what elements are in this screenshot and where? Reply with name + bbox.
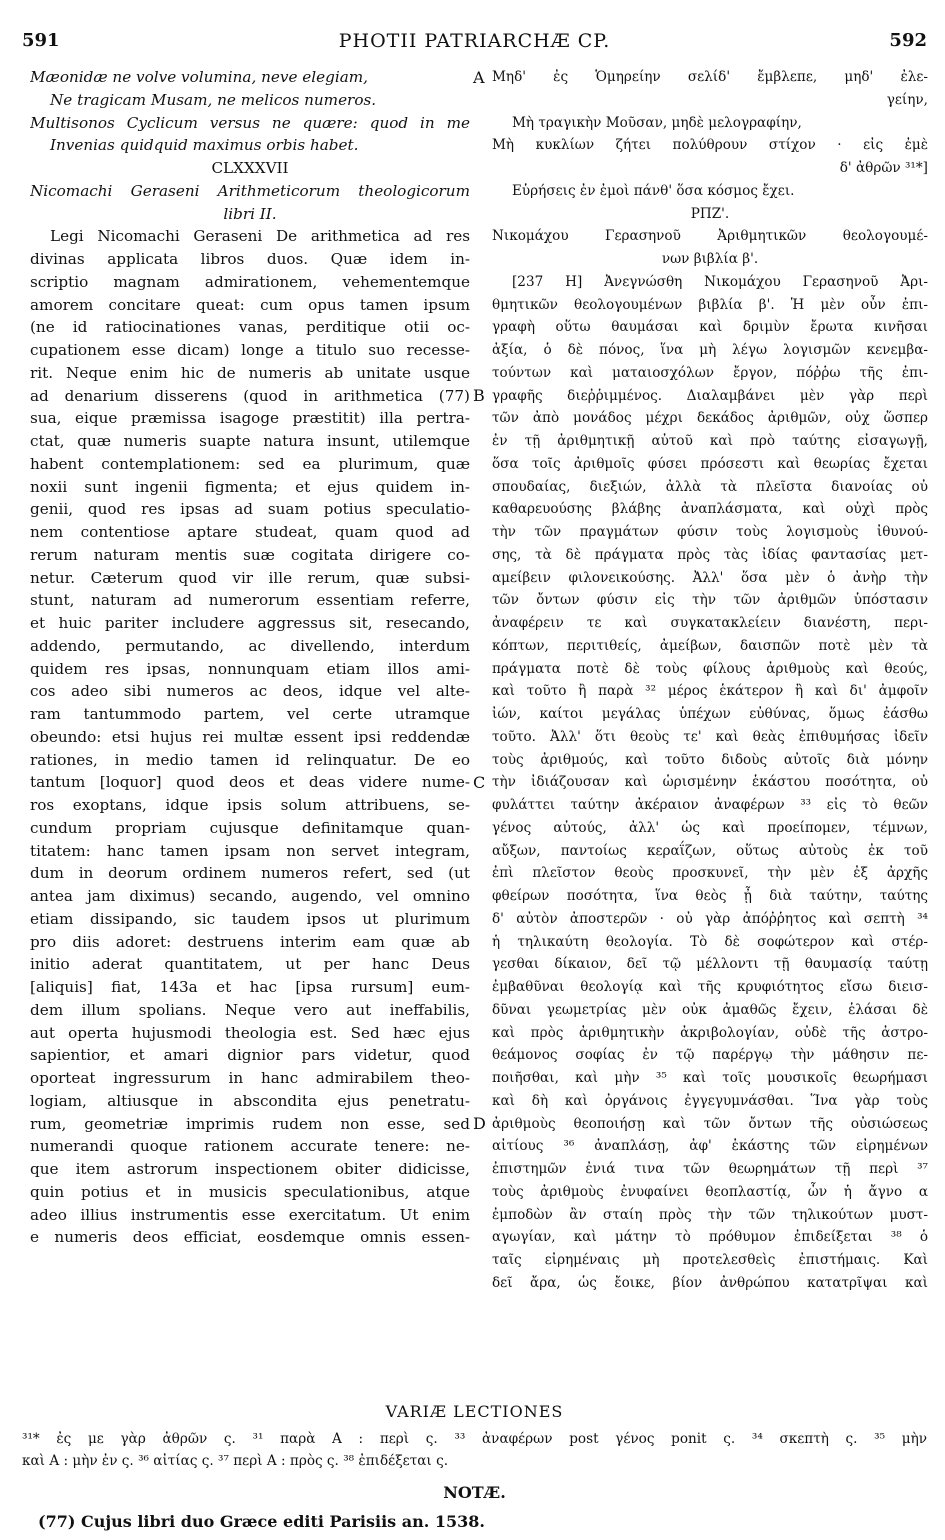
latin-line: Nicomachi Geraseni Arithmeticorum theologicorum [30, 181, 470, 200]
latin-line: amorem concitare queat: cum opus tamen ipsum [30, 295, 470, 314]
margin-letter-d: D [473, 1114, 486, 1133]
greek-line: καθαρευούσης βλάβης ἀναπλάσματα, καὶ οὐχὶ πρὸς [492, 501, 928, 518]
latin-line: genii, quod res ipsas ad suam potius speculatio- [30, 500, 470, 519]
greek-line: θεάμονος σοφίας ἐν τῷ παρέργῳ τὴν μάθησιν πε- [492, 1047, 928, 1064]
greek-line: αμείβειν φιλονεικούσης. Ἀλλ' ὅσα μὲν ὁ ἀνὴρ τὴν [492, 569, 928, 586]
latin-line: et huic pariter includere aggressus sit, resecando, [30, 614, 470, 632]
latin-line: quidem res ipsas, nonnunquam etiam illos ami- [30, 659, 470, 678]
greek-line: γεσθαι δίκαιον, δεῖ τῷ μέλλοντι τῇ θαυμασίᾳ ταύτῃ [492, 956, 928, 973]
greek-line: φυλάττει ταύτην ἀκέραιον ἀναφέρων ³³ εἰς τὸ θεῶν [492, 797, 928, 813]
latin-column [30, 66, 470, 1249]
greek-line: καὶ δὴ καὶ ὀργάνοις ἐγγεγυμνάσθαι. Ἵνα γὰρ τοὺς [492, 1092, 928, 1109]
latin-line: cupationem esse dicam) longe a titulo suo recesse- [30, 341, 470, 359]
latin-line: adeo illius instrumentis esse exercitatum. Ut enim [30, 1205, 470, 1224]
greek-line: τοῦτο. Ἀλλ' ὅτι θεοὺς τε' καὶ θεὰς ἐπιθυμήσας ἰδεῖν [492, 728, 928, 745]
latin-line: oporteat ingressurum in hanc admirabilem theo- [30, 1069, 470, 1087]
greek-line: ἐν τῇ ἀριθμητικῇ αὐτοῦ καὶ πρὸ ταύτης εἰσαγωγῇ, [492, 433, 928, 449]
greek-column [492, 66, 928, 1295]
latin-line: initio aderat quantitatem, ut per hanc Deus [30, 955, 470, 974]
latin-line: noxii sunt ingenii figmenta; et ejus quidem in- [30, 477, 470, 496]
latin-line: habent contemplationem: sed ea plurimum, quæ [30, 454, 470, 473]
greek-line: κόπτων, περιτιθείς, ἀμείβων, δαισπῶν ποτὲ μὲν τὰ [492, 637, 928, 654]
latin-line: divinas applicata libros duos. Quæ idem in- [30, 250, 470, 268]
latin-line: nem contentiose aptare studeat, quam quod ad [30, 523, 470, 541]
latin-line: scriptio magnam admirationem, vehementemque [30, 272, 470, 291]
greek-line: φθείρων ποσότητα, ἵνα θεὸς ᾖ διὰ ταύτην, ταύτης [492, 888, 928, 904]
greek-line: ἐμβαθῦναι θεολογίᾳ καὶ τῆς κρυφιότητος εἴσω διεισ- [492, 979, 928, 995]
greek-line: γείην, [886, 91, 928, 108]
greek-line: Μηδ' ἐς Ὁμηρείην σελίδ' ἔμβλεπε, μηδ' ἐλε- [492, 69, 928, 85]
latin-line: cundum propriam cujusque definitamque quan- [30, 818, 470, 837]
latin-line: rationes, in medio tamen id relinquatur. De eo [30, 750, 470, 769]
latin-line: etiam dissipando, sic taudem ipsos ut plurimum [30, 909, 470, 928]
greek-line: Εὑρήσεις ἐν ἐμοὶ πάνθ' ὅσα κόσμος ἔχει. [512, 182, 795, 199]
greek-line: θμητικῶν θεολογουμένων βιβλία β'. Ἡ μὲν οὖν ἐπι- [492, 296, 928, 313]
greek-line: ἐπὶ πλεῖστον θεοὺς προσκυνεῖ, τὴν μὲν ἐξ ἀρχῆς [492, 865, 928, 882]
latin-line: ros exoptans, idque ipsis solum attribuens, se- [30, 796, 470, 814]
section-number-greek: ΡΠΖ'. [690, 205, 730, 222]
greek-line: τούντων καὶ ματαιοσχόλων ἔργον, πόῤῥω τῆς ἐπι- [492, 364, 928, 381]
variant-line: καὶ Α : μὴν ἐν ς. ³⁶ αἰτίας ς. ³⁷ περὶ Α : πρὸς ς. ³⁸ ἐπιδέξεται ς. [22, 1453, 449, 1469]
latin-line: addendo, permutando, ac divellendo, interdum [30, 636, 470, 655]
greek-line: γραφῆς διεῤῥιμμένος. Διαλαμβάνει μὲν γὰρ περὶ [492, 387, 928, 404]
page-header [22, 30, 927, 60]
greek-line: δῦναι γεωμετρίας μὲν οὐκ ἀμαθῶς ἔχειν, ἑλάσαι δὲ [492, 1001, 928, 1018]
greek-line: δεῖ ἄρα, ὡς ἔοικε, βίον ἀνθρώπου κατατρῖψαι καὶ [492, 1274, 928, 1291]
greek-line: γραφὴ οὕτω θαυμάσαι καὶ δριμὺν ἔρωτα κινῆσαι [492, 319, 928, 336]
latin-line: obeundo: etsi hujus rei multæ essent ipsi reddendæ [30, 727, 470, 746]
latin-line: logiam, altiusque in abscondita ejus penetratu- [30, 1091, 470, 1110]
latin-line: rerum naturam mentis suæ cogitata dirigere co- [30, 545, 470, 564]
greek-line: Μὴ τραγικὴν Μοῦσαν, μηδὲ μελογραφίην, [512, 114, 802, 131]
greek-line: ταῖς εἰρημέναις μὴ προτελεσθεὶς ἐπιστήμαις. Καὶ [492, 1252, 928, 1268]
greek-line: τὴν τῶν πραγμάτων φύσιν τοὺς λογισμοὺς ἰθυνού- [492, 524, 928, 540]
greek-line: αγωγίαν, καὶ μάτην τὸ πρόθυμον ἐπιδείξεται ³⁸ ὁ [492, 1229, 928, 1246]
greek-line: δ' ἀθρῶν ³¹*] [839, 160, 928, 176]
greek-line: τῶν ἀπὸ μονάδος μέχρι δεκάδος ἀριθμῶν, οὐχ ὥσπερ [492, 410, 928, 427]
greek-line: τὴν ἰδιάζουσαν καὶ ὡρισμένην ἑκάστου ποσότητα, οὐ [492, 774, 928, 791]
greek-line: ἀναφέρειν τε καὶ συγκατακλείειν διανέστη, περι- [492, 615, 928, 631]
greek-line: ἐπιστημῶν ἐνιά τινα τῶν θεωρημάτων τῇ περὶ ³⁷ [492, 1161, 928, 1177]
latin-line: sua, eique præmissa isagoge præstitit) illa pertra- [30, 409, 470, 428]
latin-line: sapientior, et amari dignior pars videtur, quod [30, 1046, 470, 1065]
latin-line: aut operta hujusmodi theologia est. Sed hæc ejus [30, 1023, 470, 1042]
latin-line: rum, geometriæ imprimis rudem non esse, sed [30, 1114, 470, 1133]
latin-line: Mæonidæ ne volve volumina, neve elegiam, [30, 68, 368, 86]
greek-line: τοὺς ἀριθμούς, καὶ τοῦτο διδοὺς αὐτοῖς διὰ μόνην [492, 751, 928, 768]
latin-line: dem illum spolians. Neque vero aut ineffabilis, [30, 1000, 470, 1019]
latin-line: ad denarium disserens (quod in arithmetica (77) [30, 386, 470, 405]
section-number-latin: CLXXXVII [211, 159, 289, 177]
greek-line: Νικομάχου Γερασηνοῦ Ἀριθμητικῶν θεολογουμέ- [492, 228, 928, 245]
variae-lectiones-heading: VARIÆ LECTIONES [385, 1402, 564, 1421]
latin-line: pro diis adoret: destruens interim eam quæ ab [30, 932, 470, 951]
greek-line: ἐμποδὼν ἂν σταίη πρὸς τὴν τῶν τηλικούτων μυστ- [492, 1206, 928, 1223]
latin-line: dum in deorum ordinem numeros refert, sed (ut [30, 864, 470, 883]
latin-line: netur. Cæterum quod vir ille rerum, quæ subsi- [30, 568, 470, 587]
latin-line: Invenias quidquid maximus orbis habet. [50, 136, 359, 155]
greek-line: αὔξων, παντοίως κεραΐζων, οὕτως αὐτοὺς ἐκ τοῦ [492, 842, 928, 859]
latin-line: [aliquis] fiat, 143a et hac [ipsa rursum] eum- [30, 978, 470, 996]
page-number-right: 592 [889, 30, 927, 51]
greek-line: ποιῆσθαι, καὶ μὴν ³⁵ καὶ τοῖς μουσικοῖς θεωρήμασι [492, 1070, 928, 1086]
greek-line: πράγματα ποτὲ δὲ τοὺς φίλους ἀριθμοὺς καὶ θεούς, [492, 660, 928, 677]
greek-line: γένος αὐτούς, ἀλλ' ὡς καὶ προείπομεν, τέμνων, [492, 819, 928, 836]
latin-line: numerandi quoque rationem accurate tenere: ne- [30, 1137, 470, 1156]
page-number-left: 591 [22, 30, 60, 51]
latin-line: que item astrorum inspectionem obiter didicisse, [30, 1160, 470, 1178]
greek-line: νων βιβλία β'. [661, 251, 759, 267]
latin-line: e numeris deos efficiat, eosdemque omnis essen- [30, 1228, 470, 1247]
latin-line: rit. Neque enim hic de numeris ab unitate usque [30, 363, 470, 382]
margin-letter-b: B [473, 386, 485, 405]
greek-line: ἡ τηλικαύτη θεολογία. Τὸ δὲ σοφώτερον καὶ στέρ- [492, 933, 928, 950]
margin-letter-a: A [473, 68, 485, 87]
variae-lectiones [22, 1428, 927, 1472]
latin-line: cos adeo sibi numeros ac deos, idque vel alte- [30, 682, 470, 701]
greek-line: σπουδαίας, διεξιών, ἀλλὰ τὰ πλεῖστα διανοίας οὐ [492, 478, 928, 495]
greek-line: καὶ πρὸς ἀριθμητικὴν ἀκριβολογίαν, οὐδὲ τῆς ἀστρο- [492, 1024, 928, 1041]
greek-line: ὅσα τοῖς ἀριθμοῖς φύσει πρόσεστι καὶ θεωρίας ἔχεται [492, 455, 928, 472]
margin-letter-c: C [473, 773, 486, 792]
notae-heading: NOTÆ. [443, 1483, 506, 1502]
latin-line: antea jam diximus) secando, augendo, vel omnino [30, 887, 470, 905]
latin-line: (ne id ratiocinationes vanas, perditique otii oc- [30, 318, 470, 337]
greek-line: σης, τὰ δὲ πράγματα πρὸς τὰς ἰδίας φαντασίας μετ- [492, 546, 928, 563]
latin-line: quin potius et in musicis speculationibus, atque [30, 1182, 470, 1201]
latin-line: ram tantummodo partem, vel certe utramque [30, 705, 470, 723]
greek-line: τοὺς ἀριθμοὺς ἐνυφαίνει θεοπλαστίᾳ, ὧν ἡ ἄγνο α [492, 1183, 928, 1200]
variant-line: ³¹* ἐς με γὰρ ἀθρῶν ς. ³¹ παρὰ Α : περὶ ς. ³³ ἀναφέρων post γένος ponit ς. ³⁴ σκεπτὴ ς. ³⁵ μὴν [22, 1431, 927, 1447]
latin-line: Legi Nicomachi Geraseni De arithmetica ad res [50, 227, 470, 246]
greek-line: [237 H] Ἀνεγνώσθη Νικομάχου Γερασηνοῦ Ἀρι- [512, 273, 928, 290]
latin-line: libri II. [223, 204, 277, 223]
latin-line: titatem: hanc tamen ipsam non servet integram, [30, 841, 470, 860]
latin-line: Ne tragicam Musam, ne melicos numeros. [50, 90, 377, 109]
greek-line: δ' αὐτὸν ἀποστερῶν · οὐ γὰρ ἀπόῤῥητος καὶ σεπτὴ ³⁴ [492, 910, 928, 927]
latin-line: ctat, quæ numeris suapte natura insunt, utilemque [30, 432, 470, 450]
running-title: PHOTII PATRIARCHÆ CP. [338, 30, 611, 52]
greek-line: αἰτίους ³⁶ ἀναπλάσῃ, ἀφ' ἑκάστης τῶν εἰρημένων [492, 1138, 928, 1155]
greek-line: ἀξία, ὁ δὲ πόνος, ἵνα μὴ λέγω λογισμῶν κενεμβα- [492, 342, 928, 358]
latin-line: stunt, naturam ad numerorum essentiam referre, [30, 591, 470, 610]
greek-line: Μὴ κυκλίων ζήτει πολύθρουν στίχον · εἰς ἐμὲ [492, 137, 928, 154]
footnote-77: (77) Cujus libri duo Græce editi Parisiis an. 1538. [38, 1512, 485, 1531]
latin-line: tantum [loquor] quod deos et deas videre nume- [30, 773, 470, 792]
greek-line: τῶν ὄντων φύσιν εἰς τὴν τῶν ἀριθμῶν ὑπόστασιν [492, 592, 928, 609]
latin-line: Multisonos Cyclicum versus ne quære: quod in me [30, 113, 470, 132]
greek-line: ἰών, καίτοι μεγάλας ὑπέχων εὐθύνας, ὅμως ἐάσθω [492, 706, 928, 722]
greek-line: ἀριθμοὺς θεοποιήσῃ καὶ τῶν ὄντων τῆς οὐσιώσεως [492, 1115, 928, 1132]
greek-line: καὶ τοῦτο ἢ παρὰ ³² μέρος ἑκάτερον ἢ καὶ δι' ἀμφοῖν [492, 683, 928, 700]
